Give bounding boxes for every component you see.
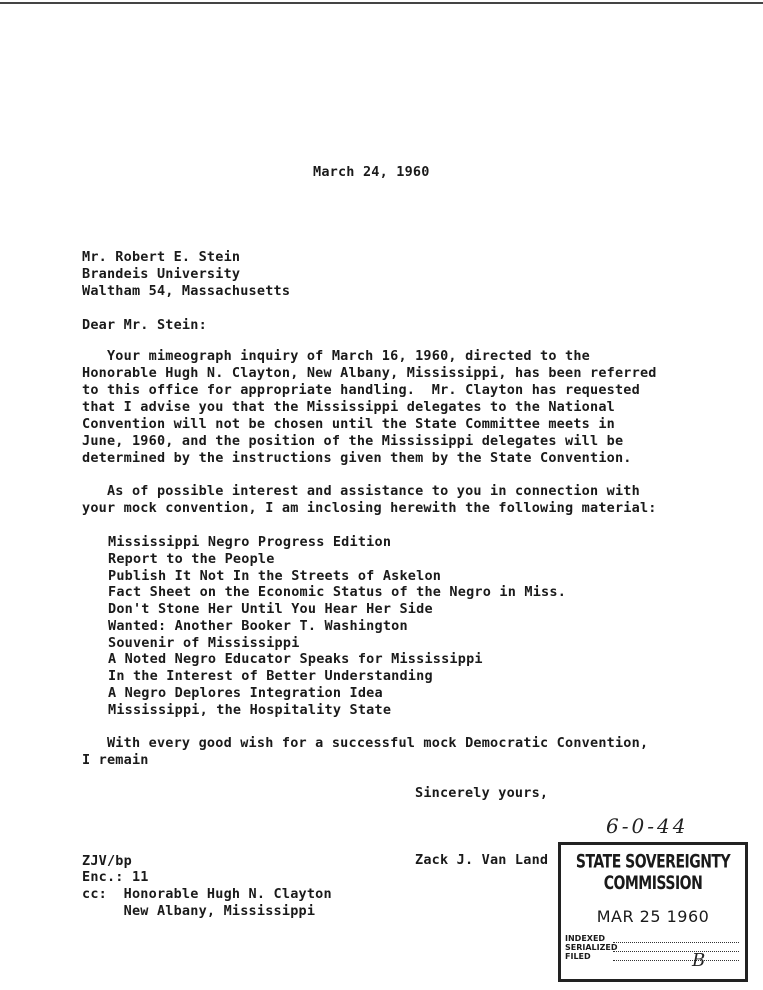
handwritten-initials: B [692, 950, 706, 971]
list-item: Publish It Not In the Streets of Askelon [108, 568, 442, 584]
body-line: Convention will not be chosen until the State Committee meets in [82, 416, 615, 432]
cc-line: New Albany, Mississippi [82, 903, 316, 919]
reference-initials: ZJV/bp [82, 853, 132, 869]
recipient-line: Mr. Robert E. Stein [82, 249, 241, 265]
stamp-dotted-line [613, 960, 739, 961]
body-line: As of possible interest and assistance to you in connection with [82, 483, 640, 499]
signer-name: Zack J. Van Land [415, 852, 549, 868]
salutation: Dear Mr. Stein: [82, 317, 207, 333]
recipient-line: Brandeis University [82, 266, 241, 282]
body-line: Honorable Hugh N. Clayton, New Albany, Mississippi, has been referred [82, 365, 657, 381]
body-line: June, 1960, and the position of the Mississippi delegates will be [82, 433, 624, 449]
body-line: determined by the instructions given them by the State Convention. [82, 450, 632, 466]
list-item: In the Interest of Better Understanding [108, 668, 433, 684]
stamp-label-indexed: INDEXED [565, 934, 606, 943]
body-line: to this office for appropriate handling. Mr. Clayton has requested [82, 382, 640, 398]
stamp-dotted-line [613, 942, 739, 943]
body-line: With every good wish for a successful mock Democratic Convention, [82, 735, 649, 751]
list-item: Report to the People [108, 551, 275, 567]
stamp-title: STATE SOVEREIGNTY COMMISSION [575, 851, 731, 895]
body-line: that I advise you that the Mississippi delegates to the National [82, 399, 615, 415]
list-item: Wanted: Another Booker T. Washington [108, 618, 408, 634]
cc-line: cc: Honorable Hugh N. Clayton [82, 886, 332, 902]
body-line: your mock convention, I am inclosing herewith the following material: [82, 500, 657, 516]
list-item: Mississippi Negro Progress Edition [108, 534, 392, 550]
commission-stamp [558, 842, 748, 982]
stamp-date: MAR 25 1960 [596, 907, 710, 926]
list-item: Fact Sheet on the Economic Status of the Negro in Miss. [108, 584, 567, 600]
list-item: Don't Stone Her Until You Hear Her Side [108, 601, 433, 617]
handwritten-file-number: 6-0-44 [606, 814, 689, 838]
body-line: I remain [82, 752, 149, 768]
enclosure-count: Enc.: 11 [82, 869, 149, 885]
top-edge-line [0, 2, 763, 4]
stamp-label-serialized: SERIALIZED [565, 943, 618, 952]
complimentary-close: Sincerely yours, [415, 785, 549, 801]
letter-date: March 24, 1960 [313, 164, 430, 180]
stamp-label-filed: FILED [565, 952, 591, 961]
body-line: Your mimeograph inquiry of March 16, 1960, directed to the [82, 348, 590, 364]
list-item: A Negro Deplores Integration Idea [108, 685, 383, 701]
stamp-dotted-line [613, 951, 739, 952]
list-item: A Noted Negro Educator Speaks for Mississippi [108, 651, 483, 667]
recipient-line: Waltham 54, Massachusetts [82, 283, 291, 299]
list-item: Souvenir of Mississippi [108, 635, 300, 651]
list-item: Mississippi, the Hospitality State [108, 702, 392, 718]
